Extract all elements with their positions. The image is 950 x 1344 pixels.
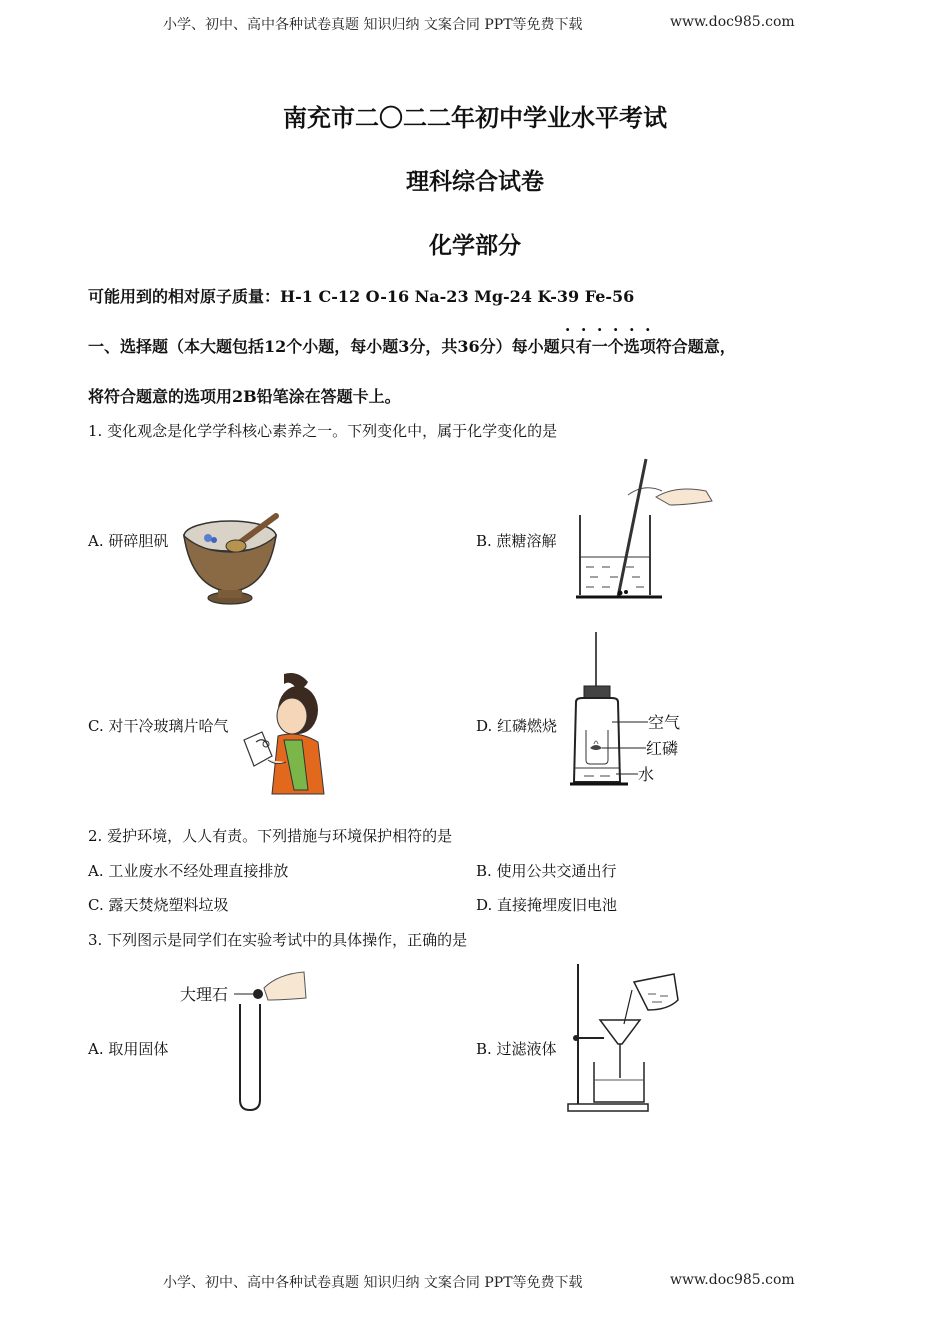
section-part-title: 化学部分	[429, 232, 521, 259]
atomic-masses-line: 可能用到的相对原子质量：H-1 C-12 O-16 Na-23 Mg-24 K-39 Fe-56	[88, 287, 635, 306]
header-promo-text: 小学、初中、高中各种试卷真题 知识归纳 文案合同 PPT等免费下载	[163, 17, 583, 33]
filtration-apparatus-image	[564, 960, 684, 1115]
footer-site-url[interactable]: www.doc985.com	[670, 1272, 795, 1288]
q2-stem: 2. 爱护环境，人人有责。下列措施与环境保护相符的是	[88, 827, 453, 845]
label-red-phosphorus: 红磷	[646, 739, 679, 758]
q1-option-a[interactable]: A. 研碎胆矾	[88, 532, 169, 550]
q3-stem: 3. 下列图示是同学们在实验考试中的具体操作，正确的是	[88, 931, 468, 949]
section1-instruction-line2: 将符合题意的选项用2B铅笔涂在答题卡上。	[88, 387, 401, 406]
label-water: 水	[638, 765, 655, 784]
q2-option-a[interactable]: A. 工业废水不经处理直接排放	[88, 862, 289, 880]
section1-suffix: 符合题意，	[655, 337, 736, 356]
q2-option-c[interactable]: C. 露天焚烧塑料垃圾	[88, 896, 229, 914]
q1-stem: 1. 变化观念是化学学科核心素养之一。下列变化中，属于化学变化的是	[88, 422, 558, 440]
exam-subtitle: 理科综合试卷	[406, 168, 544, 195]
emph-char-6: 项	[639, 337, 656, 356]
girl-breathing-glass-image	[238, 670, 328, 795]
label-marble: 大理石	[180, 985, 229, 1004]
q2-option-d[interactable]: D. 直接掩埋废旧电池	[476, 896, 618, 914]
q3-option-b[interactable]: B. 过滤液体	[476, 1040, 557, 1058]
phosphorus-combustion-image	[566, 630, 696, 795]
q1-option-c[interactable]: C. 对干冷玻璃片哈气	[88, 717, 229, 735]
q2-option-b[interactable]: B. 使用公共交通出行	[476, 862, 617, 880]
header-site-url[interactable]: www.doc985.com	[670, 14, 795, 30]
emph-char-4: 个	[607, 337, 624, 356]
q1-option-b[interactable]: B. 蔗糖溶解	[476, 532, 557, 550]
footer-promo-text: 小学、初中、高中各种试卷真题 知识归纳 文案合同 PPT等免费下载	[163, 1275, 583, 1291]
section1-prefix: 一、选择题（本大题包括12个小题，每小题3分，共36分）每小题	[88, 337, 560, 356]
emph-char-5: 选	[623, 337, 640, 356]
q1-option-d[interactable]: D. 红磷燃烧	[476, 717, 558, 735]
section1-instruction-line1	[88, 334, 736, 357]
exam-title: 南充市二〇二二年初中学业水平考试	[283, 103, 667, 132]
test-tube-marble-image	[178, 968, 310, 1116]
emph-char-1: 只	[559, 337, 576, 356]
emph-char-2: 有	[575, 337, 592, 356]
label-air: 空气	[648, 713, 681, 732]
q3-option-a[interactable]: A. 取用固体	[88, 1040, 169, 1058]
mortar-pestle-image	[178, 508, 286, 606]
emph-char-3: 一	[591, 337, 608, 356]
beaker-stirring-image	[566, 455, 716, 605]
